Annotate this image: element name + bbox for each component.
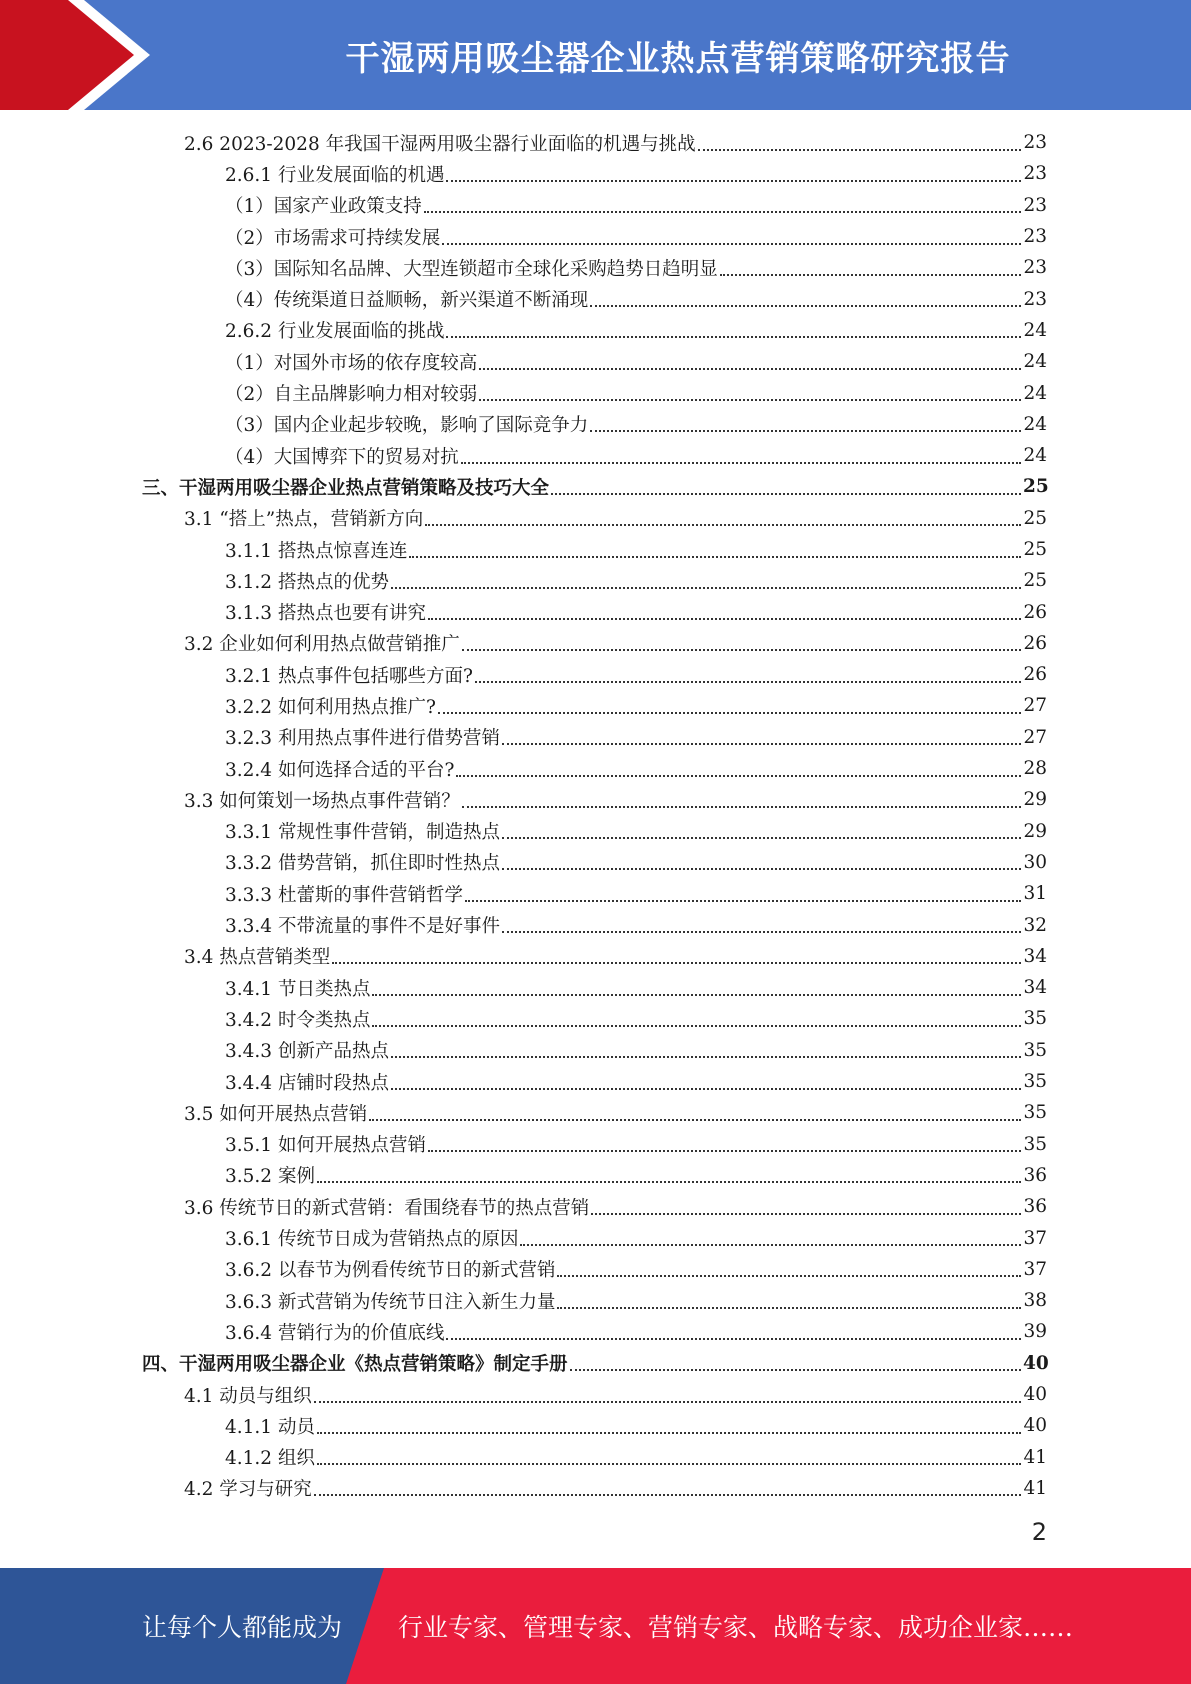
toc-dot-leader <box>461 444 1021 464</box>
toc-entry-title: 3.4.2 时令类热点 <box>225 1009 371 1031</box>
toc-dot-leader <box>446 318 1021 338</box>
toc-dot-leader <box>698 131 1021 151</box>
toc-entry[interactable] <box>0 1129 1191 1160</box>
toc-entry-page: 35 <box>1023 1008 1047 1030</box>
toc-entry-page: 24 <box>1023 445 1047 467</box>
toc-entry-page: 26 <box>1023 601 1047 623</box>
toc-entry[interactable] <box>0 1316 1191 1347</box>
toc-entry-page: 25 <box>1023 570 1047 592</box>
toc-dot-leader <box>502 913 1021 933</box>
toc-entry-page: 24 <box>1023 319 1047 341</box>
toc-entry[interactable] <box>0 753 1191 784</box>
toc-dot-leader <box>314 1383 1021 1403</box>
toc-entry-page: 34 <box>1023 945 1047 967</box>
toc-dot-leader <box>332 944 1021 964</box>
toc-dot-leader <box>551 475 1021 495</box>
toc-entry-page: 37 <box>1023 1258 1047 1280</box>
toc-entry-page: 35 <box>1023 1133 1047 1155</box>
toc-entry[interactable] <box>0 659 1191 690</box>
toc-entry-title: 2.6.1 行业发展面临的机遇 <box>225 164 445 186</box>
toc-entry-title: 3.4.4 店铺时段热点 <box>225 1072 389 1094</box>
toc-entry[interactable] <box>0 315 1191 346</box>
toc-entry-title: 3.2.1 热点事件包括哪些方面? <box>225 665 473 687</box>
toc-entry-title: 3.6 传统节日的新式营销：看围绕春节的热点营销 <box>184 1197 590 1219</box>
toc-dot-leader <box>372 976 1021 996</box>
toc-dot-leader <box>479 350 1021 370</box>
toc-dot-leader <box>391 569 1021 589</box>
toc-entry[interactable] <box>0 1410 1191 1441</box>
toc-entry-page: 25 <box>1023 539 1047 560</box>
toc-entry-page: 23 <box>1023 257 1047 279</box>
toc-entry-title: 3.6.4 营销行为的价值底线 <box>225 1322 445 1344</box>
toc-entry-page: 24 <box>1023 382 1047 404</box>
toc-entry-title: 3.1.1 搭热点惊喜连连 <box>225 540 408 562</box>
toc-dot-leader <box>428 1132 1021 1152</box>
toc-dot-leader <box>570 1351 1021 1371</box>
toc-entry-page: 34 <box>1023 977 1047 999</box>
toc-entry[interactable] <box>0 190 1191 221</box>
toc-entry-title: （2）自主品牌影响力相对较弱 <box>225 384 478 406</box>
toc-entry-title: （3）国内企业起步较晚，影响了国际竞争力 <box>225 415 589 437</box>
toc-dot-leader <box>502 725 1021 745</box>
toc-entry-title: 3.2.3 利用热点事件进行借势营销 <box>225 728 500 750</box>
toc-entry-page: 40 <box>1023 1415 1047 1437</box>
toc-dot-leader <box>479 381 1021 401</box>
toc-entry[interactable] <box>0 1097 1191 1128</box>
toc-entry-page: 28 <box>1023 758 1047 780</box>
toc-entry[interactable] <box>0 471 1191 502</box>
toc-dot-leader <box>591 1195 1021 1215</box>
toc-entry-title: 3.5.2 案例 <box>225 1166 315 1188</box>
toc-entry-title: 2.6.2 行业发展面临的挑战 <box>225 321 445 343</box>
toc-entry-title: 4.1.1 动员 <box>225 1416 315 1438</box>
toc-entry-title: 3.1 “搭上”热点，营销新方向 <box>184 509 424 531</box>
toc-entry-page: 29 <box>1023 789 1047 811</box>
toc-entry-title: 3.1.2 搭热点的优势 <box>225 571 389 593</box>
toc-dot-leader <box>372 1007 1021 1027</box>
toc-dot-leader <box>502 850 1021 870</box>
toc-dot-leader <box>428 600 1021 620</box>
toc-entry[interactable] <box>0 878 1191 909</box>
toc-entry[interactable] <box>0 847 1191 878</box>
toc-entry[interactable] <box>0 283 1191 314</box>
toc-entry-title: 2.6 2023-2028 年我国干湿两用吸尘器行业面临的机遇与挑战 <box>184 133 696 155</box>
toc-entry-title: 4.1 动员与组织 <box>184 1385 312 1407</box>
toc-entry[interactable] <box>0 690 1191 721</box>
toc-dot-leader <box>317 1414 1021 1434</box>
toc-entry-page: 41 <box>1023 1446 1047 1468</box>
toc-entry[interactable] <box>0 1285 1191 1316</box>
toc-dot-leader <box>720 256 1021 276</box>
toc-dot-leader <box>424 193 1021 213</box>
toc-entry-title: 3.3.4 不带流量的事件不是好事件 <box>225 916 500 938</box>
toc-dot-leader <box>317 1163 1021 1183</box>
toc-dot-leader <box>520 1226 1021 1246</box>
toc-entry[interactable] <box>0 784 1191 815</box>
toc-entry-page: 23 <box>1023 132 1047 154</box>
toc-entry-page: 24 <box>1023 351 1047 373</box>
toc-entry[interactable] <box>0 127 1191 158</box>
toc-dot-leader <box>442 225 1021 245</box>
toc-dot-leader <box>446 162 1021 182</box>
toc-entry[interactable] <box>0 409 1191 440</box>
toc-entry-page: 27 <box>1023 726 1047 748</box>
toc-entry[interactable] <box>0 909 1191 940</box>
toc-entry-page: 23 <box>1023 194 1047 216</box>
toc-entry-page: 23 <box>1023 288 1047 310</box>
toc-dot-leader <box>475 663 1021 683</box>
toc-entry-title: （1）对国外市场的依存度较高 <box>225 352 478 374</box>
toc-entry[interactable] <box>0 596 1191 627</box>
toc-entry[interactable] <box>0 565 1191 596</box>
toc-entry[interactable] <box>0 816 1191 847</box>
toc-entry-title: （1）国家产业政策支持 <box>225 196 422 218</box>
toc-entry-page: 37 <box>1023 1227 1047 1249</box>
toc-dot-leader <box>438 694 1021 714</box>
toc-entry-title: 4.1.2 组织 <box>225 1448 315 1470</box>
toc-entry-page: 26 <box>1023 664 1047 686</box>
toc-entry[interactable] <box>0 1254 1191 1285</box>
table-of-contents <box>0 127 1191 1504</box>
toc-entry-page: 35 <box>1023 1071 1047 1093</box>
page-footer <box>0 1568 1191 1684</box>
toc-entry-page: 36 <box>1023 1196 1047 1218</box>
toc-dot-leader <box>557 1289 1021 1309</box>
toc-entry[interactable] <box>0 722 1191 753</box>
toc-entry[interactable] <box>0 1003 1191 1034</box>
toc-entry[interactable] <box>0 1222 1191 1253</box>
toc-entry-page: 24 <box>1023 413 1047 435</box>
toc-entry[interactable] <box>0 1441 1191 1472</box>
toc-entry-page: 29 <box>1023 820 1047 842</box>
toc-entry[interactable] <box>0 346 1191 377</box>
toc-entry[interactable] <box>0 158 1191 189</box>
toc-entry-page: 38 <box>1023 1290 1047 1312</box>
toc-entry-page: 31 <box>1023 883 1047 905</box>
toc-entry-title: 3.3.2 借势营销，抓住即时性热点 <box>225 853 500 875</box>
toc-entry-page: 40 <box>1023 1384 1047 1406</box>
toc-entry-title: 四、干湿两用吸尘器企业《热点营销策略》制定手册 <box>142 1354 568 1376</box>
toc-entry[interactable] <box>0 1191 1191 1222</box>
toc-entry-page: 25 <box>1023 476 1049 498</box>
toc-entry-title: （4）传统渠道日益顺畅，新兴渠道不断涌现 <box>225 290 589 312</box>
toc-dot-leader <box>314 1476 1021 1496</box>
page-number: 2 <box>1031 1518 1047 1546</box>
toc-entry-title: 3.3 如何策划一场热点事件营销？ <box>184 790 460 812</box>
footer-slogan-right: 行业专家、管理专家、营销专家、战略专家、成功企业家…… <box>398 1613 1074 1642</box>
toc-entry-title: 3.4.3 创新产品热点 <box>225 1041 389 1063</box>
toc-entry-page: 41 <box>1023 1477 1047 1499</box>
toc-entry[interactable] <box>0 972 1191 1003</box>
toc-entry-title: 3.2.4 如何选择合适的平台? <box>225 759 455 781</box>
toc-entry[interactable] <box>0 628 1191 659</box>
toc-dot-leader <box>409 538 1021 558</box>
toc-entry[interactable] <box>0 503 1191 534</box>
toc-entry-page: 35 <box>1023 1102 1047 1124</box>
toc-entry-title: （3）国际知名品牌、大型连锁超市全球化采购趋势日趋明显 <box>225 258 718 280</box>
toc-entry[interactable] <box>0 221 1191 252</box>
toc-dot-leader <box>391 1038 1021 1058</box>
toc-entry[interactable] <box>0 1473 1191 1504</box>
toc-dot-leader <box>462 631 1021 651</box>
toc-entry-page: 27 <box>1023 695 1047 717</box>
toc-dot-leader <box>590 412 1021 432</box>
toc-dot-leader <box>456 757 1021 777</box>
toc-entry-title: 4.2 学习与研究 <box>184 1479 312 1501</box>
toc-entry-title: 3.3.1 常规性事件营销，制造热点 <box>225 822 500 844</box>
toc-entry-title: 3.2 企业如何利用热点做营销推广 <box>184 634 460 656</box>
toc-entry-page: 32 <box>1023 914 1047 936</box>
toc-entry-page: 25 <box>1023 507 1047 529</box>
toc-entry-title: 3.5 如何开展热点营销 <box>184 1103 368 1125</box>
toc-entry-title: 3.5.1 如何开展热点营销 <box>225 1135 426 1157</box>
toc-entry-title: （2）市场需求可持续发展 <box>225 227 441 249</box>
toc-entry-page: 35 <box>1023 1039 1047 1061</box>
toc-entry-page: 26 <box>1023 632 1047 654</box>
toc-entry[interactable] <box>0 377 1191 408</box>
toc-dot-leader <box>425 506 1021 526</box>
toc-dot-leader <box>446 1320 1021 1340</box>
toc-entry-title: 3.6.2 以春节为例看传统节日的新式营销 <box>225 1260 556 1282</box>
toc-entry-title: 三、干湿两用吸尘器企业热点营销策略及技巧大全 <box>142 477 550 499</box>
toc-entry-title: 3.6.1 传统节日成为营销热点的原因 <box>225 1229 519 1251</box>
toc-entry[interactable] <box>0 440 1191 471</box>
toc-entry-title: 3.2.2 如何利用热点推广? <box>225 696 436 718</box>
toc-dot-leader <box>465 882 1021 902</box>
toc-entry-title: 3.6.3 新式营销为传统节日注入新生力量 <box>225 1291 556 1313</box>
toc-dot-leader <box>317 1445 1021 1465</box>
toc-entry[interactable] <box>0 1066 1191 1097</box>
toc-dot-leader <box>590 287 1021 307</box>
toc-dot-leader <box>502 819 1021 839</box>
toc-entry[interactable] <box>0 1348 1191 1379</box>
toc-entry-page: 23 <box>1023 226 1047 248</box>
toc-entry[interactable] <box>0 1379 1191 1410</box>
toc-entry-page: 40 <box>1023 1352 1049 1374</box>
toc-entry-title: （4）大国博弈下的贸易对抗 <box>225 446 459 468</box>
toc-entry-page: 23 <box>1023 163 1047 185</box>
toc-entry[interactable] <box>0 252 1191 283</box>
toc-entry-title: 3.4 热点营销类型 <box>184 947 331 969</box>
toc-entry[interactable] <box>0 534 1191 565</box>
report-title: 干湿两用吸尘器企业热点营销策略研究报告 <box>345 38 1011 79</box>
toc-entry-page: 39 <box>1023 1321 1047 1343</box>
toc-entry-title: 3.1.3 搭热点也要有讲究 <box>225 603 426 625</box>
toc-entry[interactable] <box>0 941 1191 972</box>
toc-dot-leader <box>462 788 1021 808</box>
toc-dot-leader <box>369 1101 1021 1121</box>
footer-slogan-left: 让每个人都能成为 <box>142 1613 343 1642</box>
page-header <box>0 0 1191 110</box>
toc-entry-page: 30 <box>1023 851 1047 873</box>
toc-entry[interactable] <box>0 1160 1191 1191</box>
toc-entry-title: 3.4.1 节日类热点 <box>225 978 371 1000</box>
toc-entry-page: 36 <box>1023 1164 1047 1186</box>
toc-entry-title: 3.3.3 杜蕾斯的事件营销哲学 <box>225 884 463 906</box>
toc-entry[interactable] <box>0 1035 1191 1066</box>
toc-dot-leader <box>557 1257 1021 1277</box>
toc-dot-leader <box>391 1070 1021 1090</box>
